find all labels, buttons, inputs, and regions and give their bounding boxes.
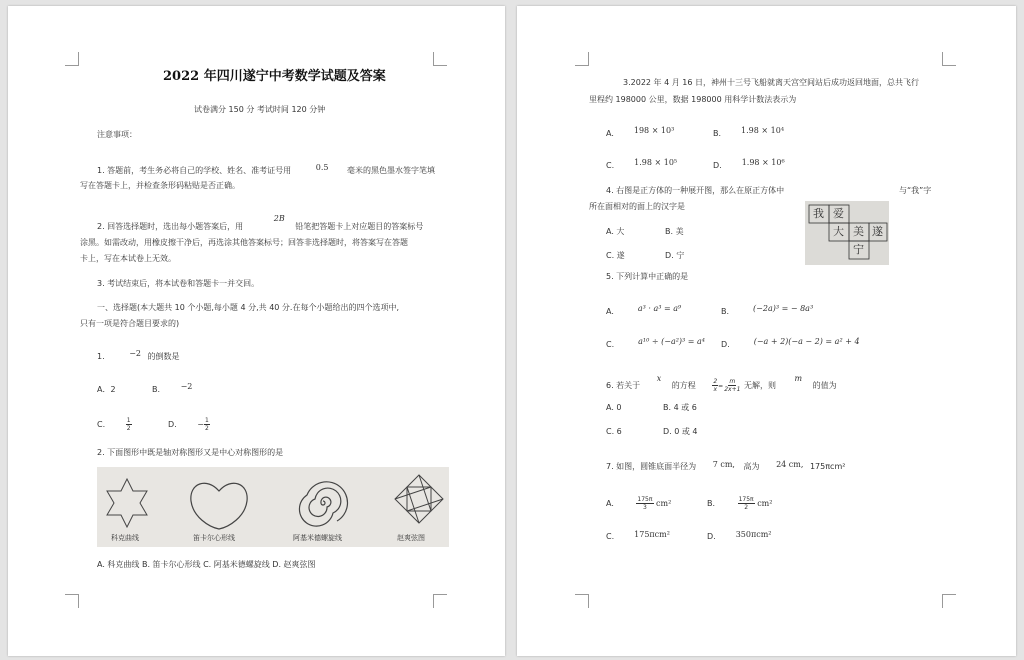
- zhao-shuang-diagram-shape: [395, 475, 443, 523]
- notice-heading: 注意事项：: [97, 130, 137, 139]
- crop-mark: [575, 52, 589, 66]
- fig-label-cardioid: 笛卡尔心形线: [193, 534, 235, 542]
- exam-info: 试卷满分 150 分 考试时间 120 分钟: [194, 105, 326, 114]
- net-char-ning: 宁: [853, 243, 864, 256]
- crop-mark: [575, 594, 589, 608]
- q6-option-a: A. 0: [606, 403, 622, 412]
- q5-option-d: D. (−a + 2)(−a − 2) = a² + 4: [721, 337, 860, 349]
- q4-option-a: A. 大: [606, 227, 625, 236]
- document-page-2: [517, 6, 1016, 656]
- q3-option-d: D. 1.98 × 10⁶: [713, 158, 785, 170]
- fig-label-spiral: 阿基米德螺旋线: [293, 534, 342, 542]
- q1-option-d: D. − $\frac{1}{2}$: [168, 417, 209, 432]
- q5-option-b: B. (−2a)³ = − 8a³: [721, 304, 814, 316]
- q7-option-c: C. 175πcm²: [606, 530, 670, 541]
- question-4-line-2: 所在面相对的面上的汉字是: [589, 202, 685, 211]
- q1-option-a: A．2: [97, 385, 116, 394]
- q4-option-b: B. 美: [665, 227, 684, 236]
- question-5: 5. 下列计算中正确的是: [606, 272, 689, 281]
- q1-expression: −2: [129, 349, 141, 358]
- q6-option-c: C. 6: [606, 427, 622, 436]
- net-char-ai: 爱: [833, 207, 844, 220]
- note-2-line-3: 卡上，写在本试卷上无效。: [80, 254, 176, 263]
- cube-net-image: [805, 201, 889, 265]
- question-2: 2. 下面图形中既是轴对称图形又是中心对称图形的是: [97, 448, 284, 457]
- crop-mark: [65, 52, 79, 66]
- section-heading-line-2: 只有一项是符合题目要求的): [80, 319, 180, 328]
- q4-option-c: C. 遂: [606, 251, 625, 260]
- question-4-line-1b: 与“我”字: [899, 186, 932, 195]
- section-heading-line-1: 一、选择题(本大题共 10 个小题,每小题 4 分,共 40 分.在每个小题给出的四个选项中,: [97, 303, 399, 312]
- crop-mark: [942, 594, 956, 608]
- q3-option-b: B. 1.98 × 10⁴: [713, 126, 785, 138]
- q4-option-d: D. 宁: [665, 251, 685, 260]
- note-1-line-2: 写在答题卡上，并检查条形码粘贴是否正确。: [80, 181, 240, 190]
- q6-option-b: B. 4 或 6: [663, 403, 697, 412]
- q7-option-b: B. $\frac{175\pi}{2}$ cm²: [707, 496, 773, 511]
- net-char-da: 大: [833, 225, 844, 238]
- question-3-line-2: 里程约 198000 公里，数据 198000 用科学计数法表示为: [589, 95, 797, 104]
- net-char-wo: 我: [813, 207, 824, 220]
- q5-option-a: A. a³ · a³ = a⁹: [606, 304, 682, 316]
- q2-figures-image: [97, 467, 449, 547]
- cardioid-shape: [191, 483, 247, 529]
- note-2-line-1: 2. 回答选择题时，选出每小题答案后，用 2B 铅笔把答题卡上对应题目的答案标号: [97, 214, 424, 231]
- q1-c-fraction: $\frac{1}{2}$: [126, 417, 131, 432]
- net-char-mei: 美: [853, 225, 864, 238]
- q3-option-a: A. 198 × 10³: [606, 126, 675, 138]
- q7-option-d: D. 350πcm²: [707, 530, 772, 541]
- q7-option-a: A. $\frac{175\pi}{3}$ cm²: [606, 496, 672, 511]
- fig-label-zhao: 赵爽弦图: [397, 534, 425, 542]
- note-2-line-2: 涂黑。如需改动，用橡皮擦干净后，再选涂其他答案标号；回答非选择题时，将答案写在答题: [80, 238, 408, 247]
- question-4-line-1a: 4. 右图是正方体的一种展开图，那么在原正方体中: [606, 186, 785, 195]
- question-7: 7. 如图，圆锥底面半径为 7 cm, 高为 24 cm, 175πcm²: [606, 460, 846, 471]
- question-3-line-1: 3.2022 年 4 月 16 日，神州十三号飞船就离天宫空间站后成功返回地面，总共飞行: [623, 78, 919, 87]
- spiral-shape: [299, 482, 347, 526]
- q3-option-c: C. 1.98 × 10⁵: [606, 158, 678, 170]
- q6-option-d: D. 0 或 4: [663, 427, 698, 436]
- koch-curve-shape: [107, 479, 147, 527]
- crop-mark: [433, 52, 447, 66]
- q1-d-fraction: $\frac{1}{2}$: [204, 417, 209, 432]
- q2-options: A. 科克曲线 B. 笛卡尔心形线 C. 阿基米德螺旋线 D. 赵爽弦图: [97, 560, 316, 569]
- fig-label-koch: 科克曲线: [111, 534, 139, 542]
- q1-option-c: C. $\frac{1}{2}$: [97, 417, 131, 432]
- q5-option-c: C. a¹⁰ ÷ (−a²)³ = a⁴: [606, 337, 706, 349]
- note-1-value: 0.5: [315, 163, 329, 172]
- crop-mark: [942, 52, 956, 66]
- question-6: 6. 若关于 x 的方程 $\frac{2}{x}$ = $\frac{m}{2x+1}$ 无解，则 m 的值为: [606, 374, 837, 393]
- note-1-line-1: 1. 答题前，考生务必将自己的学校、姓名、准考证号用 0.5 毫米的黑色墨水签字笔填: [97, 163, 436, 175]
- crop-mark: [433, 594, 447, 608]
- question-1: 1. −2 的倒数是: [97, 349, 180, 361]
- crop-mark: [65, 594, 79, 608]
- note-3: 3. 考试结束后，将本试卷和答题卡一并交回。: [97, 279, 260, 288]
- note-2-value: 2B: [273, 214, 285, 223]
- net-char-sui: 遂: [872, 225, 883, 238]
- document-page-1: [8, 6, 505, 656]
- page-title: 2022 年四川遂宁中考数学试题及答案: [163, 69, 386, 84]
- q1-option-b: B. −2: [152, 382, 193, 394]
